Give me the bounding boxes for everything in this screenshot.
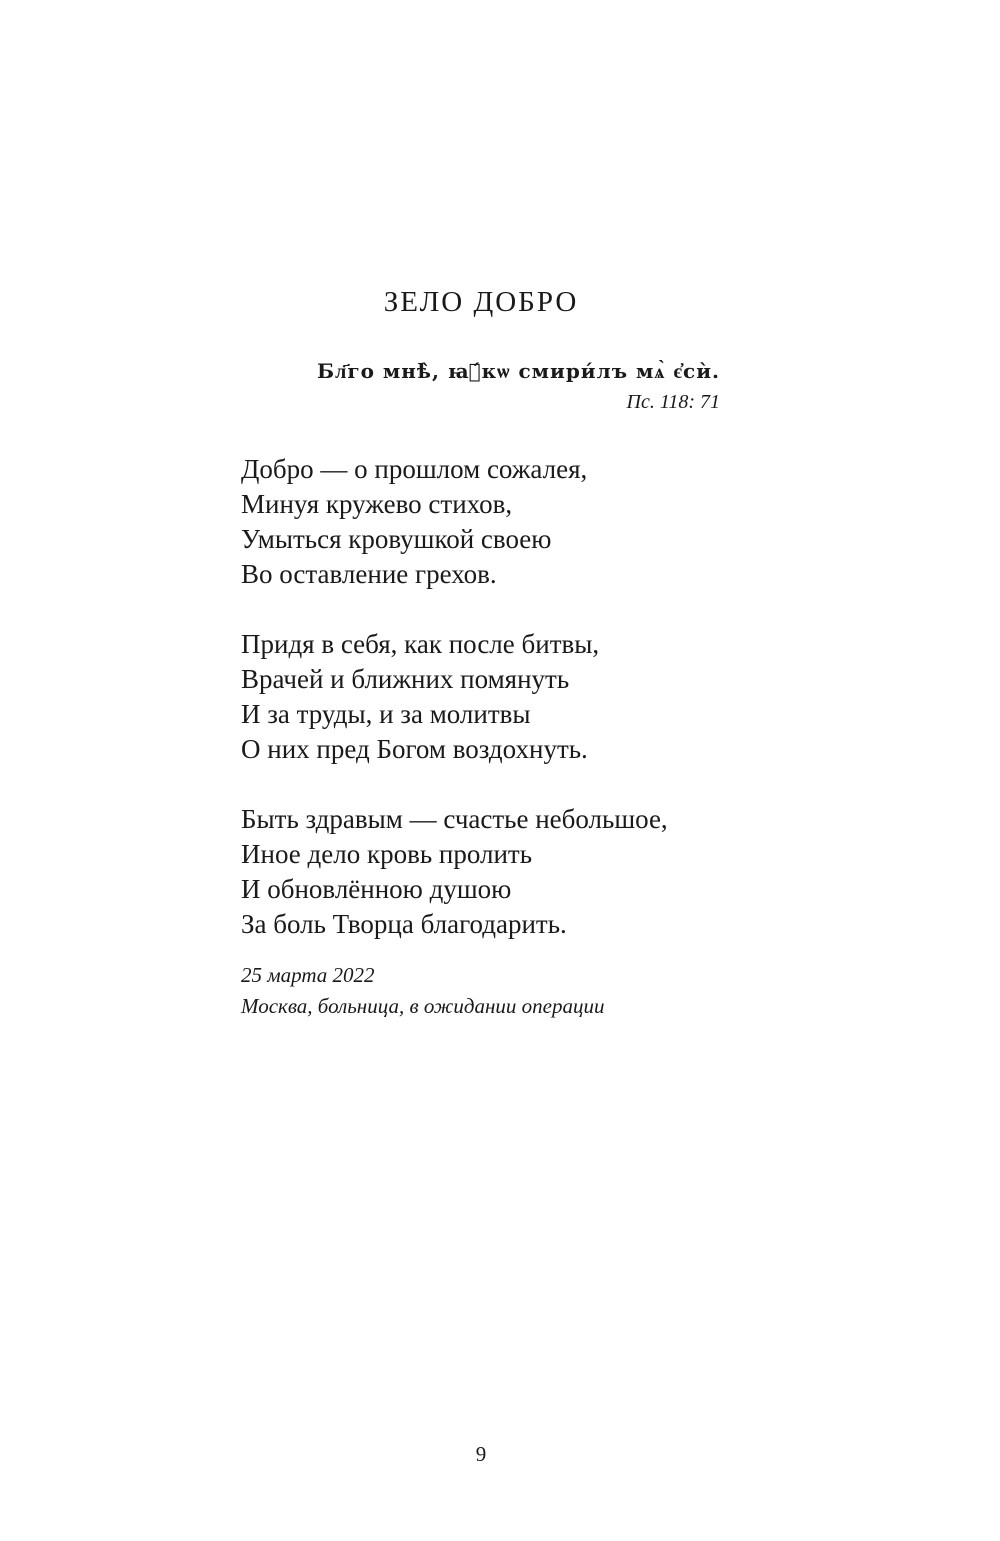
stanza-2 [241,627,668,767]
poem-line: Умыться кровушкой своею [241,524,552,554]
poem-line: Добро — о прошлом сожалея, [241,454,588,484]
poem-line: И за труды, и за молитвы [241,699,531,729]
poem-line: И обновлённою душою [241,874,512,904]
note-place: Москва, больница, в ожидании операции [241,994,605,1018]
poem-line: За боль Творца благодарить. [241,909,567,939]
poem-body [241,452,668,977]
poem-line: Врачей и ближних помянуть [241,664,570,694]
poem-line: О них пред Богом воздохнуть. [241,734,588,764]
poem-line: Придя в себя, как после битвы, [241,629,600,659]
epigraph-source: Пс. 118: 71 [626,391,720,413]
poem-note [241,960,604,1022]
epigraph [317,356,720,418]
poem-line: Иное дело кровь пролить [241,839,533,869]
poem-line: Быть здравым — счастье небольшое, [241,804,668,834]
stanza-1 [241,452,668,592]
poem-line: Во оставление грехов. [241,559,497,589]
epigraph-text: Бл҃го мнѣ̀, ꙗ҆́кѡ смири́лъ мѧ̀ є҆сѝ. [317,359,720,383]
note-date: 25 марта 2022 [241,963,375,987]
poem-title: ЗЕЛО ДОБРО [383,286,579,318]
poem-line: Минуя кружево стихов, [241,489,513,519]
page-number: 9 [475,1442,487,1466]
stanza-3 [241,802,668,942]
